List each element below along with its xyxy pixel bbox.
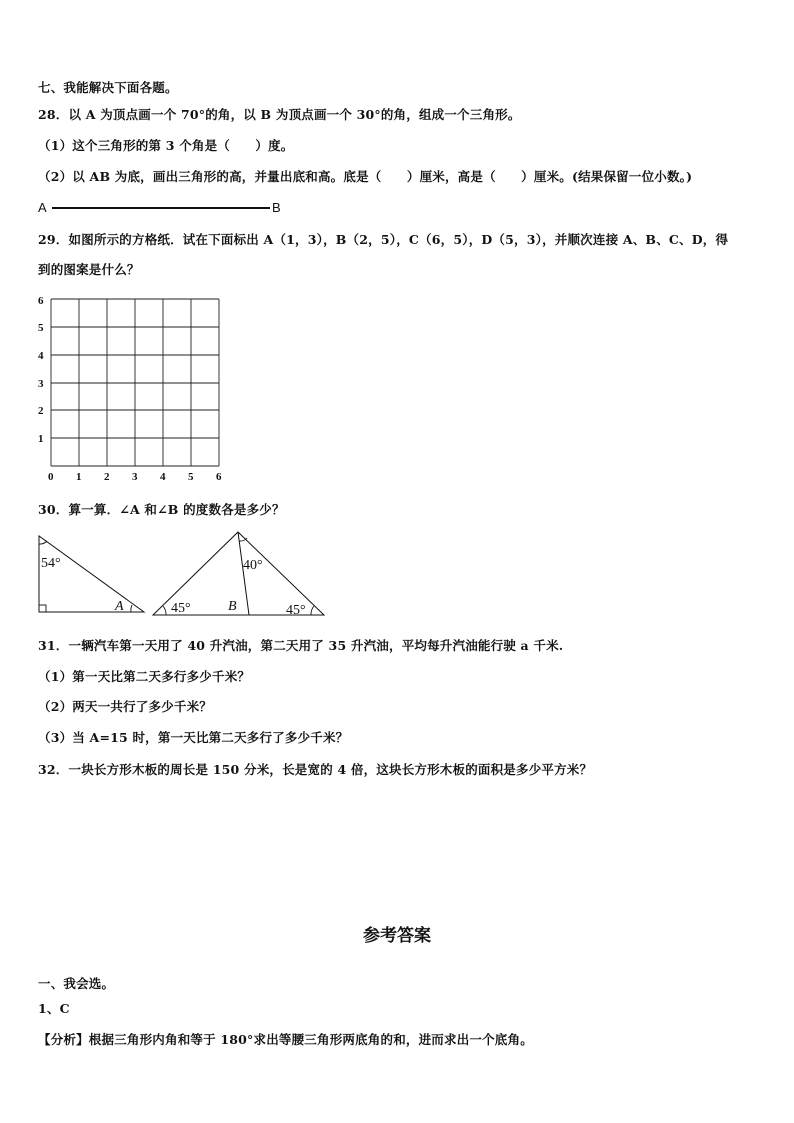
x-tick-4: 4 bbox=[160, 471, 166, 483]
angle-a-arc bbox=[131, 605, 132, 612]
y-tick-3: 3 bbox=[38, 378, 44, 390]
angle-40-label: 40° bbox=[243, 558, 263, 573]
y-tick-6: 6 bbox=[38, 295, 44, 307]
angle-54-label: 54° bbox=[41, 556, 61, 571]
left-angle-arc bbox=[163, 606, 166, 615]
angle-45-right-label: 45° bbox=[286, 603, 306, 618]
question-31-part-1: （1）第一天比第二天多行多少千米？ bbox=[38, 669, 251, 684]
point-b-label: B bbox=[272, 200, 281, 215]
triangle-2 bbox=[150, 528, 328, 620]
grid-paper bbox=[34, 294, 234, 486]
angle-b-label: B bbox=[228, 599, 237, 614]
x-tick-3: 3 bbox=[132, 471, 138, 483]
grid-lines bbox=[51, 299, 219, 466]
question-31-part-2: （2）两天一共行了多少千米？ bbox=[38, 699, 212, 714]
x-tick-1: 1 bbox=[76, 471, 82, 483]
answer-1: 1、C bbox=[38, 1001, 70, 1016]
top-angle-arc-2 bbox=[239, 538, 247, 541]
x-tick-6: 6 bbox=[216, 471, 222, 483]
x-tick-0: 0 bbox=[48, 471, 54, 483]
section-heading: 七、我能解决下面各题。 bbox=[38, 80, 178, 95]
question-28: 28．以 A 为顶点画一个 70°的角，以 B 为顶点画一个 30°的角，组成一个三角形。 bbox=[38, 107, 521, 122]
question-29-continued: 到的图案是什么？ bbox=[38, 262, 140, 277]
triangle-1 bbox=[34, 530, 150, 620]
triangle-2-inner-line bbox=[238, 532, 249, 615]
segment-ab-line bbox=[52, 207, 270, 209]
angle-45-left-label: 45° bbox=[171, 601, 191, 616]
answers-section-1: 一、我会选。 bbox=[38, 976, 115, 991]
right-angle-arc bbox=[311, 606, 314, 615]
answers-title: 参考答案 bbox=[363, 926, 431, 946]
angle-a-label: A bbox=[115, 599, 124, 614]
x-tick-2: 2 bbox=[104, 471, 110, 483]
y-tick-4: 4 bbox=[38, 350, 44, 362]
answer-1-analysis: 【分析】根据三角形内角和等于 180°求出等腰三角形两底角的和，进而求出一个底角。 bbox=[38, 1032, 533, 1047]
triangle-1-outline bbox=[39, 536, 144, 612]
question-29: 29．如图所示的方格纸．试在下面标出 A（1，3），B（2，5），C（6，5），D（5，3），并顺次连接 A、B、C、D，得 bbox=[38, 232, 729, 247]
y-tick-1: 1 bbox=[38, 433, 44, 445]
right-angle-mark bbox=[39, 605, 46, 612]
question-32: 32．一块长方形木板的周长是 150 分米，长是宽的 4 倍，这块长方形木板的面积是多少平方米？ bbox=[38, 762, 593, 777]
question-28-part-2: （2）以 AB 为底，画出三角形的高，并量出底和高。底是（ ）厘米，高是（ ）厘米。(结果保留一位小数。) bbox=[38, 169, 693, 184]
question-28-part-1: （1）这个三角形的第 3 个角是（ ）度。 bbox=[38, 138, 294, 153]
y-tick-2: 2 bbox=[38, 405, 44, 417]
question-31-part-3: （3）当 A=15 时，第一天比第二天多行了多少千米？ bbox=[38, 730, 349, 745]
segment-ab bbox=[38, 200, 288, 216]
y-tick-5: 5 bbox=[38, 322, 44, 334]
question-30: 30．算一算．∠A 和∠B 的度数各是多少？ bbox=[38, 502, 285, 517]
question-31: 31．一辆汽车第一天用了 40 升汽油，第二天用了 35 升汽油，平均每升汽油能行驶 a 千米. bbox=[38, 638, 564, 653]
x-tick-5: 5 bbox=[188, 471, 194, 483]
point-a-label: A bbox=[38, 200, 47, 215]
